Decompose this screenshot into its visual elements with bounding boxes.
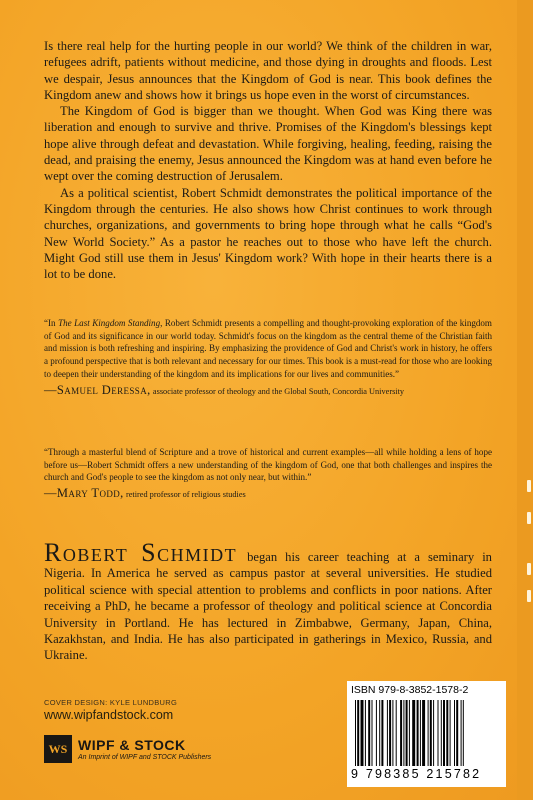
quote-text: “Through a masterful blend of Scripture and a trove of historical and current examples—all while holding a lens of hope before us—Robert Schmidt offers a new understanding of the kingdom of God, one that both challenges and inspires the church and God's people to see the kingdom as not only near, but within.” (44, 447, 492, 483)
logo-text: WS (48, 741, 68, 756)
barcode-bar (422, 700, 425, 766)
endorsement (44, 317, 492, 399)
spine-edge (517, 0, 533, 800)
barcode-bar (443, 700, 445, 766)
barcode-bar (400, 700, 402, 766)
barcode-bar (357, 700, 359, 766)
barcode-bar (454, 700, 455, 766)
edge-mark (527, 590, 531, 602)
endorser-name: —Samuel Deressa, (44, 382, 151, 397)
barcode-bar (420, 700, 421, 766)
barcode (355, 700, 501, 766)
barcode-bar (412, 700, 415, 766)
description-paragraph: Is there real help for the hurting people in our world? We think of the children in war, refugees adrift, patients without medicine, and those dying in droughts and floods. Lest we despair, Jesus announces that the Kingdom of God is near. This book defines the Kingdom anew and shows how it brings us hope even in the worst of circumstances. (44, 39, 492, 102)
barcode-bar (392, 700, 393, 766)
barcode-bar (368, 700, 370, 766)
publisher-name: WIPF & STOCK (78, 737, 186, 753)
description-paragraph: The Kingdom of God is bigger than we thought. When God was King there was liberation and enough to survive and thrive. Promises of the Kingdom's blessings kept hope alive through defeat and devastation. While forgiving, healing, feeding, raising the dead, and praising the enemy, Jesus announced the Kingdom was at hand even before he wept over the coming destruction of Jerusalem. (44, 104, 492, 184)
barcode-bar (387, 700, 388, 766)
barcode-bar (417, 700, 419, 766)
barcode-bar (406, 700, 408, 766)
barcode-bar (403, 700, 404, 766)
barcode-bar (428, 700, 429, 766)
barcode-bar (376, 700, 377, 766)
isbn-digits: 9 798385 215782 (351, 767, 482, 781)
publisher-logo (44, 735, 72, 763)
publisher-block (44, 735, 211, 763)
barcode-bar (389, 700, 391, 766)
quote-text: “In (44, 318, 59, 328)
barcode-bar (456, 700, 458, 766)
barcode-bar (433, 700, 434, 766)
barcode-bar (461, 700, 462, 766)
barcode-bar (438, 700, 439, 766)
barcode-bar (361, 700, 364, 766)
edge-mark (527, 480, 531, 492)
publisher-url: www.wipfandstock.com (44, 708, 174, 722)
isbn-barcode-box (347, 681, 506, 787)
cover-design-credit: COVER DESIGN: KYLE LUNDBURG (44, 698, 178, 707)
author-bio (44, 538, 492, 664)
endorsement-quote (44, 446, 492, 484)
barcode-bar (355, 700, 356, 766)
edge-mark (527, 512, 531, 524)
endorser-role: retired professor of religious studies (125, 490, 246, 500)
endorsement-quote (44, 317, 492, 381)
barcode-bar (446, 700, 448, 766)
barcode-bar (463, 700, 464, 766)
bio-text: began his career teaching at a seminary in Nigeria. In America he served as campus pastor at several universities. He studied political science with special attention to problems and conflicts in poor nations. After receiving a PhD, he became a professor of theology and political science at Concordia University in Portland. He has lectured in Zimbabwe, Germany, Japan, China, Kazakhstan, and India. He has also participated in gatherings in Mexico, Russia, and Ukraine. (44, 550, 492, 663)
barcode-bar (450, 700, 451, 766)
book-title: The Last Kingdom Standing (58, 318, 161, 328)
barcode-bar (381, 700, 383, 766)
barcode-bar (365, 700, 366, 766)
endorsement-attribution (44, 383, 492, 399)
endorser-name: —Mary Todd, (44, 486, 124, 501)
barcode-bar (430, 700, 432, 766)
description-paragraph: As a political scientist, Robert Schmidt demonstrates the political importance of the Kingdom through the centuries. He also shows how Christ continues to work through churches, organizations, and governments to bring hope through what he calls “God's New World Society.” As a pastor he reaches out to those who have left the church. Might God still use them in Jesus' Kingdom work? With hope in their hearts there is a lot to be done. (44, 185, 492, 282)
quote-text: , Robert Schmidt presents a compelling and thought-provoking exploration of the kingdom of God and its significance in our world today. Schmidt's focus on the kingdom as the central theme of the Christian faith and mission is both refreshing and inspiring. By emphasizing the providence of God and Christ's work in history, he offers a profound perspective that is both relevant and necessary for our times. This book is a must-read for those who are looking to deepen their understanding of the kingdom and its implications for our lives and communities.” (44, 318, 492, 379)
isbn-label: ISBN 979-8-3852-1578-2 (351, 684, 469, 696)
barcode-bar (372, 700, 373, 766)
edge-mark (527, 563, 531, 575)
book-description (44, 38, 492, 282)
endorsement-attribution (44, 486, 492, 502)
endorsement (44, 446, 492, 502)
author-name: Robert Schmidt (44, 538, 238, 567)
endorser-role: associate professor of theology and the Global South, Concordia University (152, 386, 405, 396)
barcode-bar (379, 700, 380, 766)
barcode-bar (396, 700, 397, 766)
credits (44, 698, 177, 722)
barcode-bar (441, 700, 442, 766)
publisher-imprint: An Imprint of WIPF and STOCK Publishers (78, 754, 212, 761)
barcode-bar (409, 700, 410, 766)
